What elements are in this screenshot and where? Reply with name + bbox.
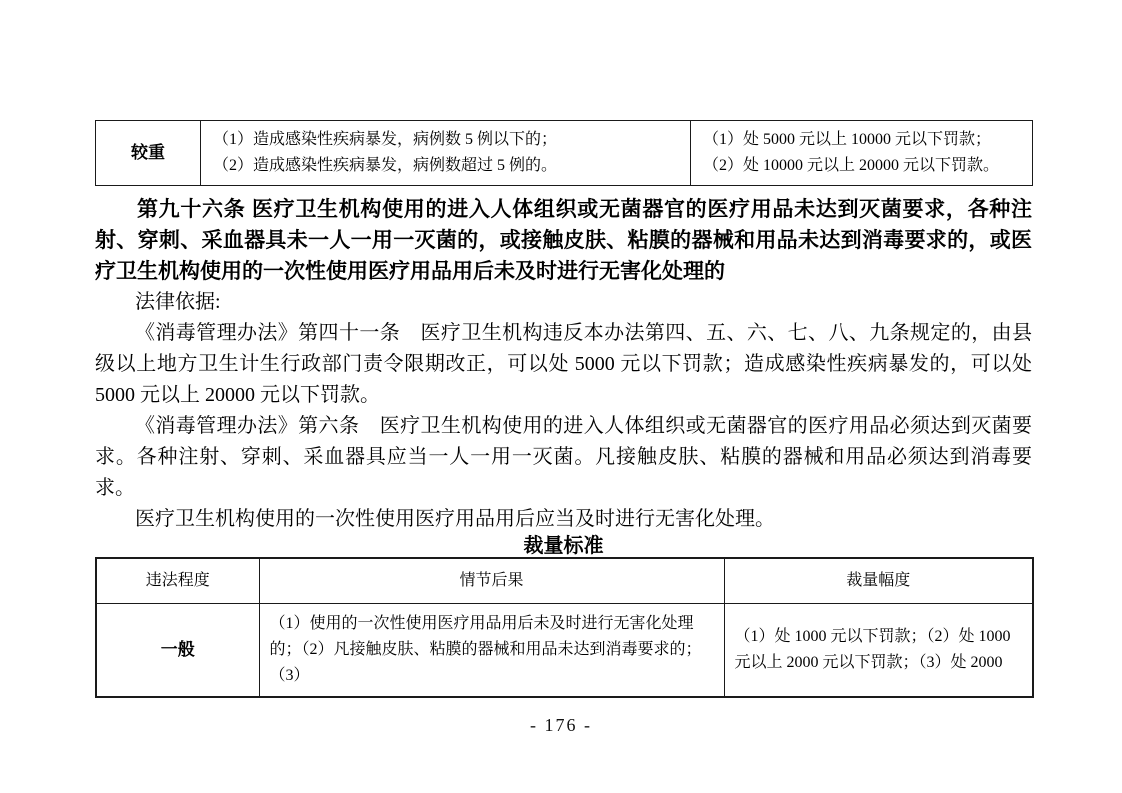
page-number: - 176 - <box>530 715 592 735</box>
discretion-range-cell: （1）处 1000 元以下罚款；（2）处 1000 元以上 2000 元以下罚款；（3）处 2000 <box>724 604 1033 698</box>
page-content <box>95 0 1032 698</box>
consequence-line: （1）造成感染性疾病暴发，病例数 5 例以下的； <box>213 131 558 148</box>
circumstance-cell: （1）使用的一次性使用医疗用品用后未及时进行无害化处理的；（2）凡接触皮肤、粘膜的器械和用品未达到消毒要求的；（3） <box>259 604 724 698</box>
penalty-cell <box>691 121 1033 186</box>
article-heading: 第九十六条 医疗卫生机构使用的进入人体组织或无菌器官的医疗用品未达到灭菌要求，各种注射、穿刺、采血器具未一人一用一灭菌的，或接触皮肤、粘膜的器械和用品未达到消毒要求的，或医疗卫生机构使用的一次性使用医疗用品用后未及时进行无害化处理的 <box>95 198 1032 283</box>
legal-paragraph: 《消毒管理办法》第六条 医疗卫生机构使用的进入人体组织或无菌器官的医疗用品必须达到灭菌要求。各种注射、穿刺、采血器具应当一人一用一灭菌。凡接触皮肤、粘膜的器械和用品必须达到消毒要求。 <box>95 415 1032 499</box>
ruling-table-title: 裁量标准 <box>523 535 604 557</box>
penalty-line: （1）处 5000 元以上 10000 元以下罚款； <box>703 131 992 148</box>
column-header-violation-level: 违法程度 <box>96 558 259 604</box>
legal-basis-label: 法律依据: <box>135 291 221 313</box>
violation-level-cell: 一般 <box>96 604 259 698</box>
consequence-cell <box>201 121 691 186</box>
legal-paragraph: 医疗卫生机构使用的一次性使用医疗用品用后应当及时进行无害化处理。 <box>135 508 775 530</box>
table-row <box>96 604 1033 698</box>
ruling-table <box>95 557 1034 698</box>
severity-table-fragment <box>95 120 1033 186</box>
column-header-circumstance: 情节后果 <box>259 558 724 604</box>
table-header-row <box>96 558 1033 604</box>
column-header-discretion-range: 裁量幅度 <box>724 558 1033 604</box>
table-row <box>96 121 1033 186</box>
penalty-line: （2）处 10000 元以上 20000 元以下罚款。 <box>703 157 1000 174</box>
consequence-line: （2）造成感染性疾病暴发，病例数超过 5 例的。 <box>213 157 558 174</box>
severity-level-cell: 较重 <box>96 121 201 186</box>
legal-paragraph: 《消毒管理办法》第四十一条 医疗卫生机构违反本办法第四、五、六、七、八、九条规定的，由县级以上地方卫生计生行政部门责令限期改正，可以处 5000 元以下罚款；造成感染性疾病暴发的，可以处 5000 元以上 20000 元以下罚款。 <box>95 322 1032 406</box>
